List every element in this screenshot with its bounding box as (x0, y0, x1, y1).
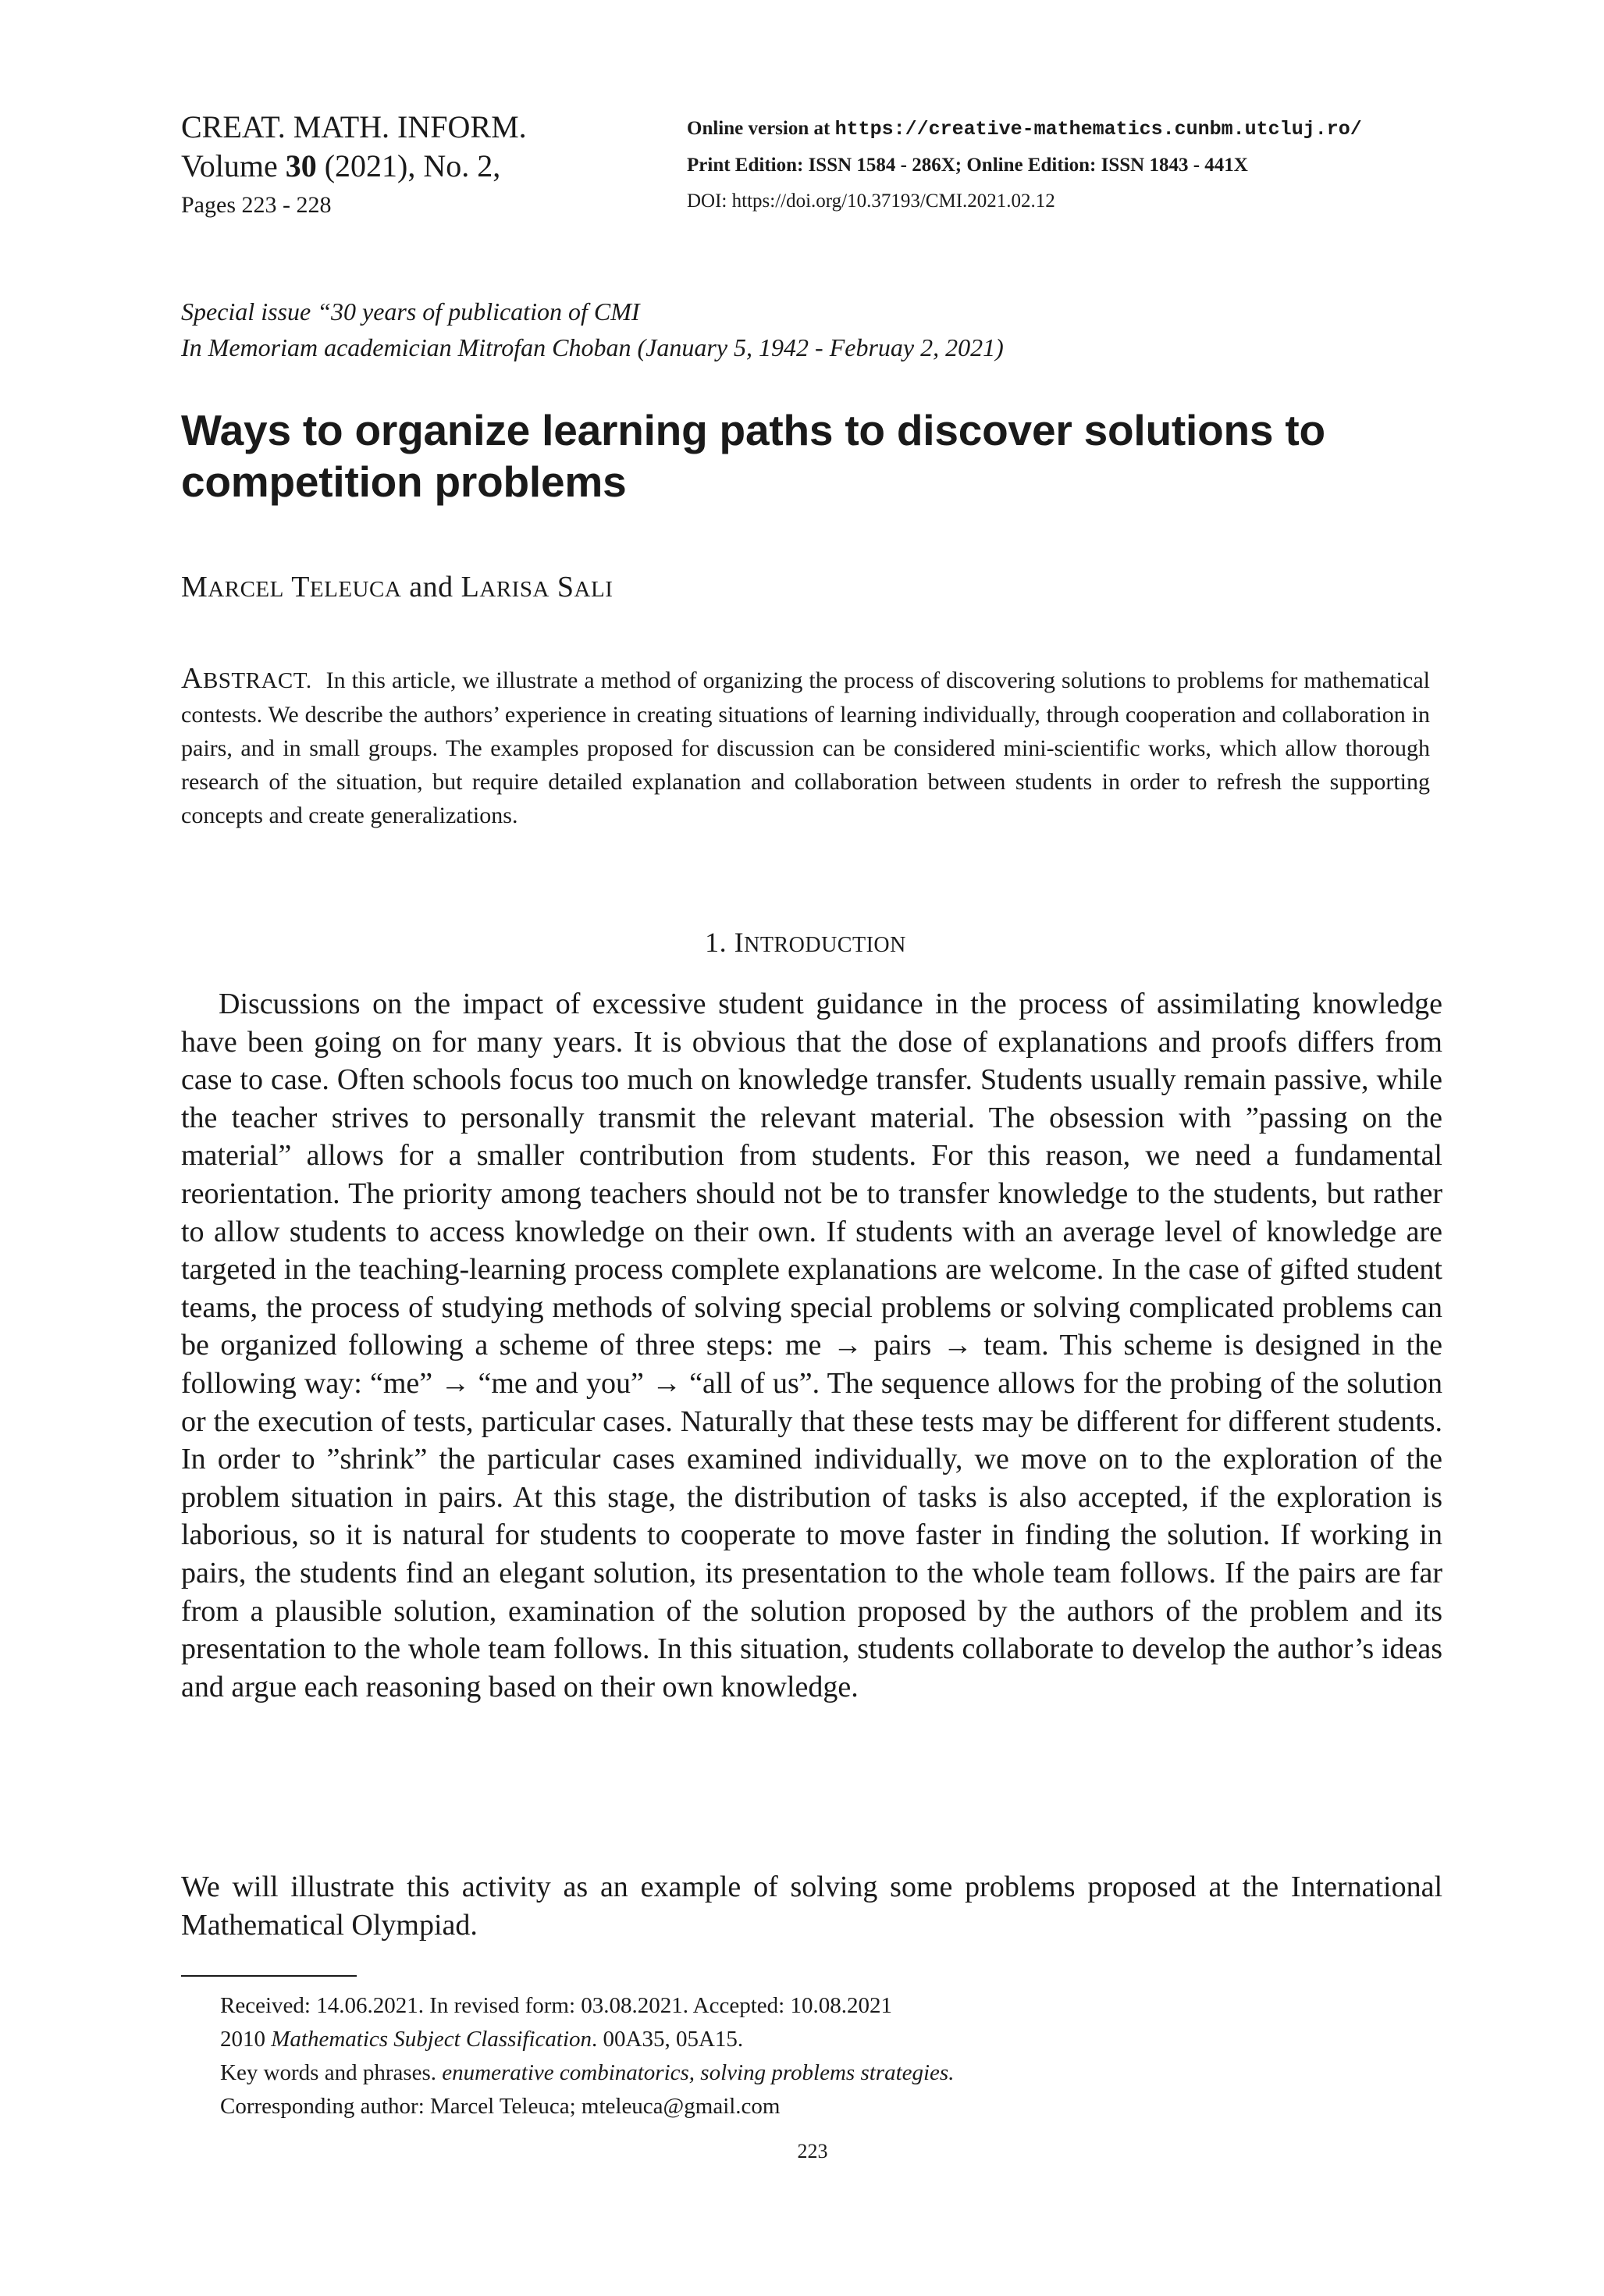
section-title-rest: NTRODUCTION (744, 933, 906, 957)
online-prefix: Online version at (687, 118, 835, 139)
msc-value: . 00A35, 05A15. (592, 2027, 744, 2052)
publication-info (687, 111, 1577, 219)
author-line (181, 568, 613, 608)
footnote-divider (181, 1975, 357, 1977)
online-url-link[interactable]: https://creative-mathematics.cunbm.utcluj.ro/ (834, 118, 1362, 141)
author2-first-initial: L (461, 571, 480, 603)
abstract-label-initial: A (181, 662, 203, 695)
msc-label: Mathematics Subject Classification (271, 2027, 592, 2052)
corresponding-author: Corresponding author: Marcel Teleuca; mteleuca@gmail.com (220, 2094, 781, 2119)
author1-first-initial: M (181, 571, 208, 603)
paper-title: Ways to organize learning paths to discover solutions to competition problems (181, 406, 1325, 506)
section-number: 1. (705, 927, 727, 958)
intro-paragraph-1: Discussions on the impact of excessive student guidance in the process of assimilating knowledge have been going on for many years. It is obvious that the dose of explanations and proofs differs from case to case. Often schools focus too much on knowledge transfer. Students usually remain passive, while the teacher strives to personally transmit the relevant material. The obsession with ”passing on the material” allows for a smaller contribution from students. For this reason, we need a fundamental reorientation. The priority among teachers should not be to transfer knowledge to the students, but rather to allow students to access knowledge on their own. If students with an average level of knowledge are targeted in the teaching-learning process complete explanations are welcome. In the case of gifted student teams, the process of studying methods of solving special problems or solving complicated problems can be organized following a scheme of three steps: me → pairs → team. This scheme is designed in the following way: “me” → “me and you” → “all of us”. The sequence allows for the probing of the solution or the execution of tests, particular cases. Naturally that these tests may be different for different students. In order to ”shrink” the particular cases examined individually, we move on to the exploration of the problem situation in pairs. At this stage, the distribution of tasks is also accepted, if the exploration is laborious, so it is natural for students to cooperate to move faster in finding the solution. If working in pairs, the students find an elegant solution, its presentation to the whole team follows. If the pairs are far from a plausible solution, examination of the solution proposed by the authors of the problem and its presentation to the whole team follows. In this situation, students collaborate to develop the author’s ideas and argue each reasoning based on their own knowledge. (181, 988, 1442, 1703)
journal-header (181, 108, 618, 225)
abstract-text: In this article, we illustrate a method of organizing the process of discovering solutions to problems for mathematical contests. We describe the authors’ experience in creating situations of learning individually, through cooperation and collaboration in pairs, and in small groups. The examples proposed for discussion can be considered mini-scientific works, which allow thorough research of the situation, but require detailed explanation and collaboration between students in order to refresh the supporting concepts and create generalizations. (181, 667, 1430, 828)
msc-prefix: 2010 (220, 2027, 272, 2052)
author2-last-initial: S (557, 571, 574, 603)
keywords-label: Key words and phrases. (220, 2060, 443, 2085)
doi-line[interactable]: DOI: https://doi.org/10.37193/CMI.2021.02.12 (687, 190, 1055, 212)
page-range: Pages 223 - 228 (181, 192, 332, 218)
author2-last-rest: ALI (574, 577, 614, 602)
volume-line (181, 147, 618, 186)
volume-number: 30 (285, 148, 317, 183)
abstract-label (181, 662, 312, 695)
received-dates: Received: 14.06.2021. In revised form: 03.08.2021. Accepted: 10.08.2021 (220, 1993, 892, 2018)
special-issue-line-1: Special issue “30 years of publication of CMI (181, 297, 640, 326)
author1-first-rest: ARCEL (208, 577, 284, 602)
footnotes (220, 1989, 1438, 2123)
keywords (220, 2056, 1438, 2090)
author1-last-initial: T (291, 571, 310, 603)
intro-paragraph-2: We will illustrate this activity as an example of solving some problems proposed at the International Mathematical Olympiad. (181, 1871, 1442, 1942)
section-heading (181, 924, 1430, 964)
abstract (181, 662, 1430, 832)
volume-prefix: Volume (181, 148, 286, 183)
volume-suffix: (2021), No. 2, (316, 148, 501, 183)
author1-last-rest: ELEUCA (309, 577, 402, 602)
keywords-value: enumerative combinatorics, solving problems strategies. (442, 2060, 955, 2085)
special-issue-note (181, 294, 1430, 365)
author2-first-rest: ARISA (479, 577, 549, 602)
msc-classification (220, 2023, 1438, 2056)
author-conjunction: and (409, 571, 453, 603)
online-version-line (687, 111, 1577, 148)
special-issue-line-2: In Memoriam academician Mitrofan Choban (January 5, 1942 - Februay 2, 2021) (181, 333, 1004, 361)
page-number: 223 (797, 2140, 828, 2163)
issn-line: Print Edition: ISSN 1584 - 286X; Online Edition: ISSN 1843 - 441X (687, 155, 1248, 176)
section-title-initial: I (734, 927, 745, 958)
abstract-label-rest: BSTRACT. (202, 668, 312, 693)
journal-name: CREAT. MATH. INFORM. (181, 109, 527, 144)
